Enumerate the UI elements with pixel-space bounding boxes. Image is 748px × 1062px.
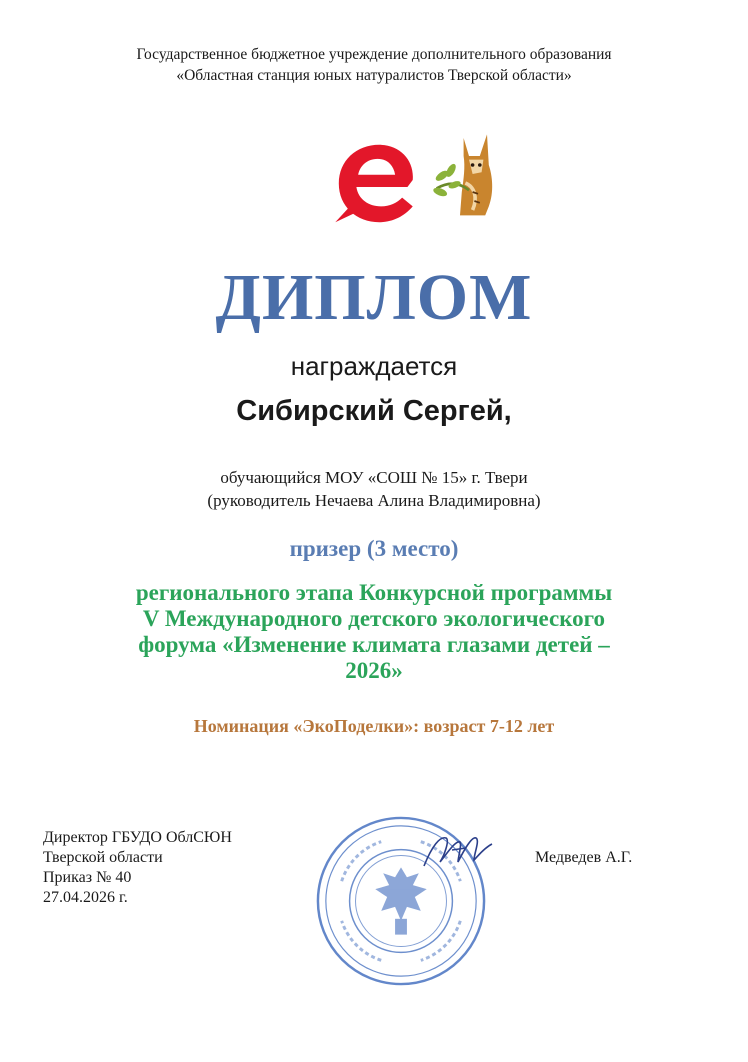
recipient-name: Сибирский Сергей,: [236, 395, 512, 427]
institution-line-1: Государственное бюджетное учреждение дополнительного образования: [136, 46, 612, 63]
student-school: обучающийся МОУ «СОШ № 15» г. Твери: [220, 468, 528, 487]
institution-line-2: «Областная станция юных натуралистов Тверской области»: [176, 67, 572, 84]
institution-header: [0, 44, 748, 86]
place-award: призер (3 место): [289, 536, 459, 561]
awarded-text: награждается: [290, 351, 458, 381]
logos-row: [0, 124, 748, 224]
signer-position-line-2: Тверской области: [43, 849, 163, 866]
diploma-title: ДИПЛОМ: [215, 261, 533, 334]
director-signature-icon: [418, 826, 498, 874]
signer-position-line-1: Директор ГБУДО ОблСЮН: [43, 829, 232, 846]
student-supervisor: (руководитель Нечаева Алина Владимировна): [207, 491, 541, 510]
student-info: [0, 466, 748, 512]
signer-position-block: [43, 828, 232, 908]
fox-leaf-logo-icon: [433, 126, 505, 222]
signer-name: Медведев А.Г.: [535, 849, 633, 866]
order-number: Приказ № 40: [43, 869, 132, 886]
event-title: [40, 580, 708, 684]
order-date: 27.04.2026 г.: [43, 889, 128, 906]
event-line-2: V Международного детского экологического: [142, 606, 606, 631]
event-line-3: форума «Изменение климата глазами детей –: [138, 632, 610, 657]
nomination-text: Номинация «ЭкоПоделки»: возраст 7-12 лет: [193, 716, 555, 736]
event-line-1: регионального этапа Конкурсной программы: [135, 580, 613, 605]
red-e-logo-icon: [330, 136, 418, 224]
event-line-4: 2026»: [345, 658, 403, 683]
